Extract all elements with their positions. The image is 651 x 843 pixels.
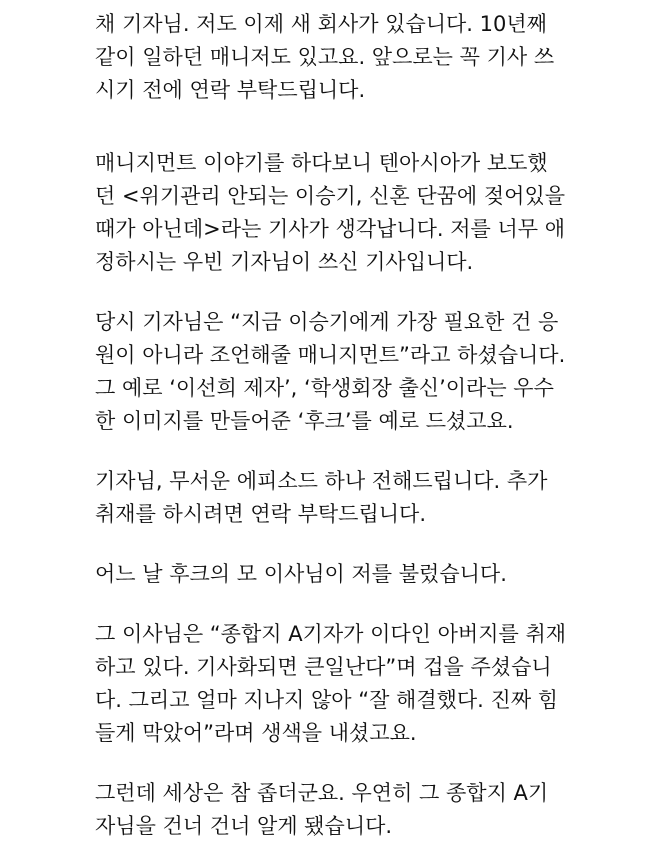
- text-line: 그 예로 ‘이선희 제자’, ‘학생회장 출신’이라는 우수: [95, 376, 554, 400]
- paragraph-new-company: [95, 8, 631, 107]
- text-line: 때가 아닌데>라는 기사가 생각납니다. 저를 너무 애: [95, 217, 566, 241]
- paragraph-director-quote: [95, 618, 631, 750]
- text-line: 기자님, 무서운 에피소드 하나 전해드립니다. 추가: [95, 469, 548, 493]
- text-line: 하고 있다. 기사화되면 큰일난다”며 겁을 주셨습니: [95, 655, 552, 679]
- text-line: 그런데 세상은 참 좁더군요. 우연히 그 종합지 A기: [95, 781, 549, 805]
- paragraph-small-world: [95, 777, 631, 843]
- text-line: 매니지먼트 이야기를 하다보니 텐아시아가 보도했: [95, 151, 548, 175]
- text-line: 시기 전에 연락 부탁드립니다.: [95, 78, 366, 102]
- text-line: 그 이사님은 “종합지 A기자가 이다인 아버지를 취재: [95, 622, 567, 646]
- text-line: 같이 일하던 매니저도 있고요. 앞으로는 꼭 기사 쓰: [95, 45, 555, 69]
- text-line: 한 이미지를 만들어준 ‘후크’를 예로 드셨고요.: [95, 409, 514, 433]
- paragraph-management-article: [95, 147, 631, 279]
- paragraph-reporter-quote: [95, 306, 631, 438]
- text-line: 정하시는 우빈 기자님이 쓰신 기사입니다.: [95, 250, 474, 274]
- text-line: 어느 날 후크의 모 이사님이 저를 불렀습니다.: [95, 562, 507, 586]
- paragraph-director-called: [95, 558, 631, 591]
- paragraph-scary-episode: [95, 465, 631, 531]
- text-line: 취재를 하시려면 연락 부탁드립니다.: [95, 502, 426, 526]
- text-line: 당시 기자님은 “지금 이승기에게 가장 필요한 건 응: [95, 310, 559, 334]
- text-line: 원이 아니라 조언해줄 매니지먼트”라고 하셨습니다.: [95, 343, 566, 367]
- text-line: 자님을 건너 건너 알게 됐습니다.: [95, 814, 393, 838]
- text-line: 들게 막았어”라며 생색을 내셨고요.: [95, 721, 417, 745]
- text-line: 다. 그리고 얼마 지나지 않아 “잘 해결했다. 진짜 힘: [95, 688, 559, 712]
- text-line: 던 <위기관리 안되는 이승기, 신혼 단꿈에 젖어있을: [95, 184, 566, 208]
- text-line: 채 기자님. 저도 이제 새 회사가 있습니다. 10년째: [95, 12, 547, 36]
